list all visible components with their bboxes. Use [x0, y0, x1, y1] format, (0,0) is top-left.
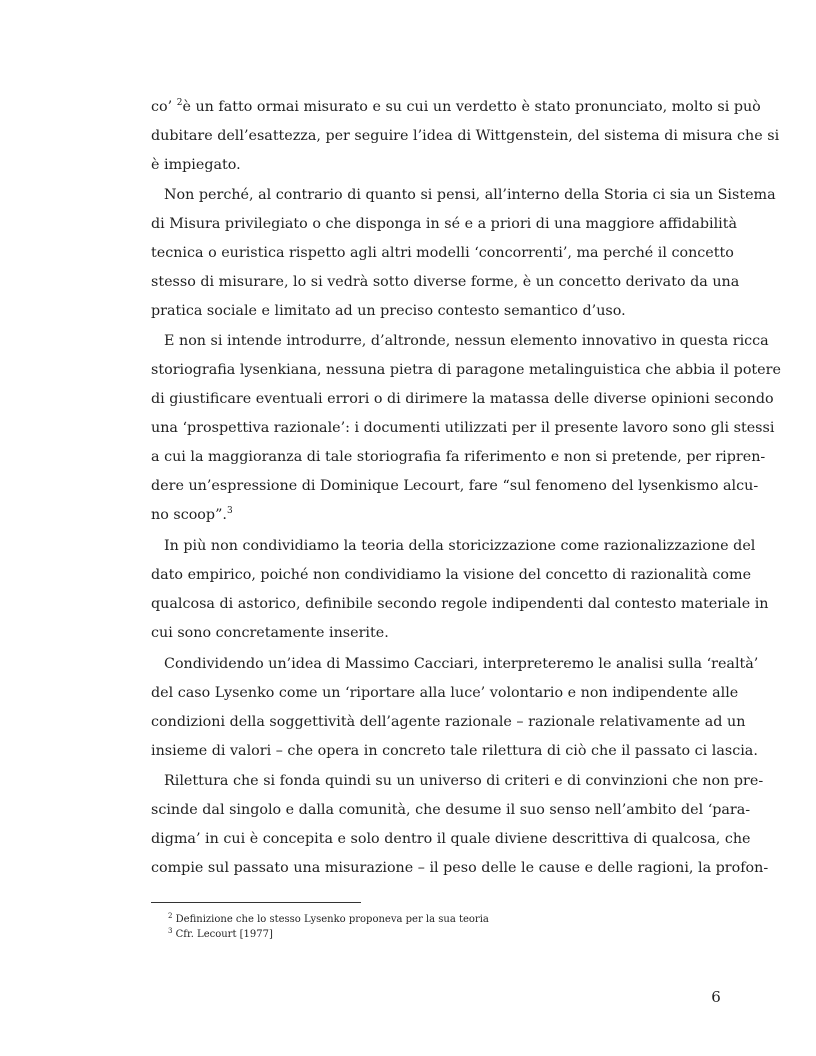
footnote-reference: 3: [226, 506, 233, 516]
text-line: digma’ in cui è concepita e solo dentro il quale diviene descrittiva di qualcosa, che: [151, 831, 751, 847]
text-line: Non perché, al contrario di quanto si pensi, all’interno della Storia ci sia un Sistema: [164, 187, 776, 203]
footnote: [168, 928, 273, 941]
text-line: cui sono concretamente inserite.: [151, 625, 389, 641]
text-line: scinde dal singolo e dalla comunità, che desume il suo senso nell’ambito del ‘para-: [151, 802, 751, 818]
text-line: di Misura privilegiato o che disponga in sé e a priori di una maggiore affidabilità: [151, 216, 738, 232]
text-line: qualcosa di astorico, definibile secondo regole indipendenti dal contesto materiale in: [151, 596, 769, 612]
text-line: del caso Lysenko come un ‘riportare alla luce’ volontario e non indipendente alle: [151, 685, 739, 701]
footnote-text: Cfr. Lecourt [1977]: [175, 929, 273, 940]
text-line: dere un’espressione di Dominique Lecourt, fare “sul fenomeno del lysenkismo alcu-: [151, 478, 759, 494]
text-segment: no scoop”.: [151, 507, 227, 523]
text-line: storiografia lysenkiana, nessuna pietra di paragone metalinguistica che abbia il potere: [151, 362, 781, 378]
text-line: dubitare dell’esattezza, per seguire l’idea di Wittgenstein, del sistema di misura che si: [151, 128, 780, 144]
text-line: stesso di misurare, lo si vedrà sotto diverse forme, è un concetto derivato da una: [151, 274, 740, 290]
text-line: [151, 506, 721, 524]
text-line: di giustificare eventuali errori o di dirimere la matassa delle diverse opinioni secondo: [151, 391, 774, 407]
text-line: Condividendo un’idea di Massimo Cacciari, interpreteremo le analisi sulla ‘realtà’: [164, 656, 759, 672]
footnote-separator: [151, 902, 361, 903]
text-line: a cui la maggioranza di tale storiografia fa riferimento e non si pretende, per ripren-: [151, 449, 766, 465]
page-number: 6: [711, 988, 721, 1006]
text-line: dato empirico, poiché non condividiamo la visione del concetto di razionalità come: [151, 567, 752, 583]
text-segment: è un fatto ormai misurato e su cui un verdetto è stato pronunciato, molto si può: [182, 99, 761, 115]
text-line: E non si intende introdurre, d’altronde, nessun elemento innovativo in questa ricca: [164, 333, 769, 349]
text-line: pratica sociale e limitato ad un preciso contesto semantico d’uso.: [151, 303, 626, 319]
text-segment: co’: [151, 99, 177, 115]
text-line: Rilettura che si fonda quindi su un universo di criteri e di convinzioni che non pre-: [164, 773, 764, 789]
text-line: è impiegato.: [151, 157, 241, 173]
text-line: tecnica o euristica rispetto agli altri modelli ‘concorrenti’, ma perché il concetto: [151, 245, 734, 261]
text-line: In più non condividiamo la teoria della storicizzazione come razionalizzazione del: [164, 538, 756, 554]
text-line: [151, 98, 761, 116]
text-line: insieme di valori – che opera in concreto tale rilettura di ciò che il passato ci lascia.: [151, 743, 758, 759]
footnote-text: Definizione che lo stesso Lysenko proponeva per la sua teoria: [175, 914, 489, 925]
footnote-reference: 2: [176, 98, 183, 108]
text-line: una ‘prospettiva razionale’: i documenti utilizzati per il presente lavoro sono gli stessi: [151, 420, 775, 436]
text-line: condizioni della soggettività dell’agente razionale – razionale relativamente ad un: [151, 714, 746, 730]
text-line: compie sul passato una misurazione – il peso delle le cause e delle ragioni, la profon-: [151, 860, 769, 876]
footnote-number: 2: [168, 912, 173, 920]
footnote-number: 3: [168, 927, 173, 935]
footnote: [168, 913, 489, 926]
